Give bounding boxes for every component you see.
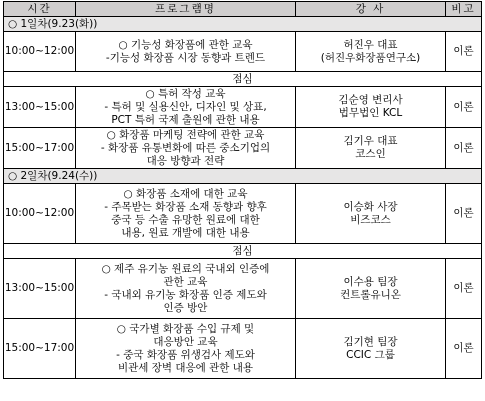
session-row <box>4 319 482 379</box>
session-program <box>76 128 296 169</box>
session-program <box>76 259 296 319</box>
day-label: ○ 1일차(9.23(화)) <box>4 17 482 32</box>
header-row <box>4 2 482 17</box>
break-label: 점심 <box>4 72 482 87</box>
session-note: 이론 <box>446 32 482 72</box>
session-program-line: - 중국 화장품 위생검사 제도와 <box>116 348 255 361</box>
session-instructor <box>296 87 446 128</box>
session-instructor-line: 허진우 대표 <box>343 38 398 51</box>
session-note: 이론 <box>446 319 482 379</box>
session-instructor-line: 이승화 사장 <box>343 200 398 213</box>
session-program-line: ○ 화장품 마케팅 전략에 관한 교육 <box>106 128 265 141</box>
session-note: 이론 <box>446 87 482 128</box>
session-row <box>4 259 482 319</box>
session-program-line: ○ 기능성 화장품에 관한 교육 <box>118 38 253 51</box>
session-program-line: ○ 국가별 화장품 수입 규제 및 <box>116 322 255 335</box>
session-row <box>4 87 482 128</box>
session-program-line: - 화장품 유통변화에 따른 중소기업의 <box>100 141 271 154</box>
session-row <box>4 128 482 169</box>
session-time: 13:00~15:00 <box>4 259 76 319</box>
session-program <box>76 87 296 128</box>
day-label: ○ 2일차(9.24(수)) <box>4 169 482 184</box>
session-instructor-line: 이수용 팀장 <box>343 275 398 288</box>
session-program-line: 내용, 원료 개발에 대한 내용 <box>121 226 250 239</box>
session-program-line: 관한 교육 <box>163 275 208 288</box>
schedule-table <box>3 1 482 379</box>
session-instructor-line: 법무법인 KCL <box>338 107 403 119</box>
header-time: 시간 <box>4 2 76 17</box>
session-program-line: PCT 특허 국제 출원에 관한 내용 <box>111 113 260 126</box>
session-instructor <box>296 259 446 319</box>
session-program-line: ○ 화장품 소재에 대한 교육 <box>123 187 248 200</box>
session-program-line: 비관세 장벽 대응에 관한 내용 <box>117 361 254 374</box>
break-row <box>4 244 482 259</box>
header-program: 프로그램명 <box>76 2 296 17</box>
schedule-body <box>4 17 482 379</box>
session-program-line: - 국내외 유기농 화장품 인증 제도와 <box>104 288 267 301</box>
session-program-line: ○ 제주 유기농 원료의 국내외 인증에 <box>101 262 270 275</box>
session-time: 15:00~17:00 <box>4 319 76 379</box>
session-row <box>4 184 482 244</box>
session-program-line: -기능성 화장품 시장 동향과 트렌드 <box>105 51 266 64</box>
day-row <box>4 17 482 32</box>
break-label: 점심 <box>4 244 482 259</box>
session-note: 이론 <box>446 128 482 169</box>
session-instructor-line: 코스인 <box>355 148 386 160</box>
session-note: 이론 <box>446 259 482 319</box>
day-row <box>4 169 482 184</box>
session-time: 10:00~12:00 <box>4 32 76 72</box>
session-instructor-line: CCIC 그룹 <box>346 348 395 361</box>
session-program-line: 대응방안 교육 <box>153 335 218 348</box>
session-program-line: - 주목받는 화장품 소재 동향과 향후 <box>104 200 267 213</box>
session-instructor <box>296 184 446 244</box>
header-instructor: 강 사 <box>296 2 446 17</box>
session-instructor-line: 김순영 변리사 <box>338 94 403 106</box>
session-program <box>76 32 296 72</box>
session-instructor-line: 컨트롤유니온 <box>340 288 401 301</box>
session-instructor <box>296 319 446 379</box>
session-program <box>76 184 296 244</box>
session-row <box>4 32 482 72</box>
session-note: 이론 <box>446 184 482 244</box>
session-instructor-line: 비즈코스 <box>350 213 391 226</box>
session-instructor <box>296 32 446 72</box>
session-instructor-line: 김기우 대표 <box>343 135 398 147</box>
break-row <box>4 72 482 87</box>
session-time: 15:00~17:00 <box>4 128 76 169</box>
session-instructor <box>296 128 446 169</box>
session-program-line: - 특허 및 실용신안, 디자인 및 상표, <box>104 100 267 113</box>
session-time: 13:00~15:00 <box>4 87 76 128</box>
session-instructor-line: 김기현 팀장 <box>343 335 398 348</box>
session-program-line: 중국 등 수출 유망한 원료에 대한 <box>111 213 260 226</box>
session-instructor-line: (허진우화장품연구소) <box>320 51 421 64</box>
session-program-line: 인증 방안 <box>163 301 208 314</box>
session-program-line: 대응 방향과 전략 <box>146 154 225 167</box>
session-time: 10:00~12:00 <box>4 184 76 244</box>
header-note: 비고 <box>446 2 482 17</box>
session-program <box>76 319 296 379</box>
session-program-line: ○ 특허 작성 교육 <box>145 87 226 100</box>
